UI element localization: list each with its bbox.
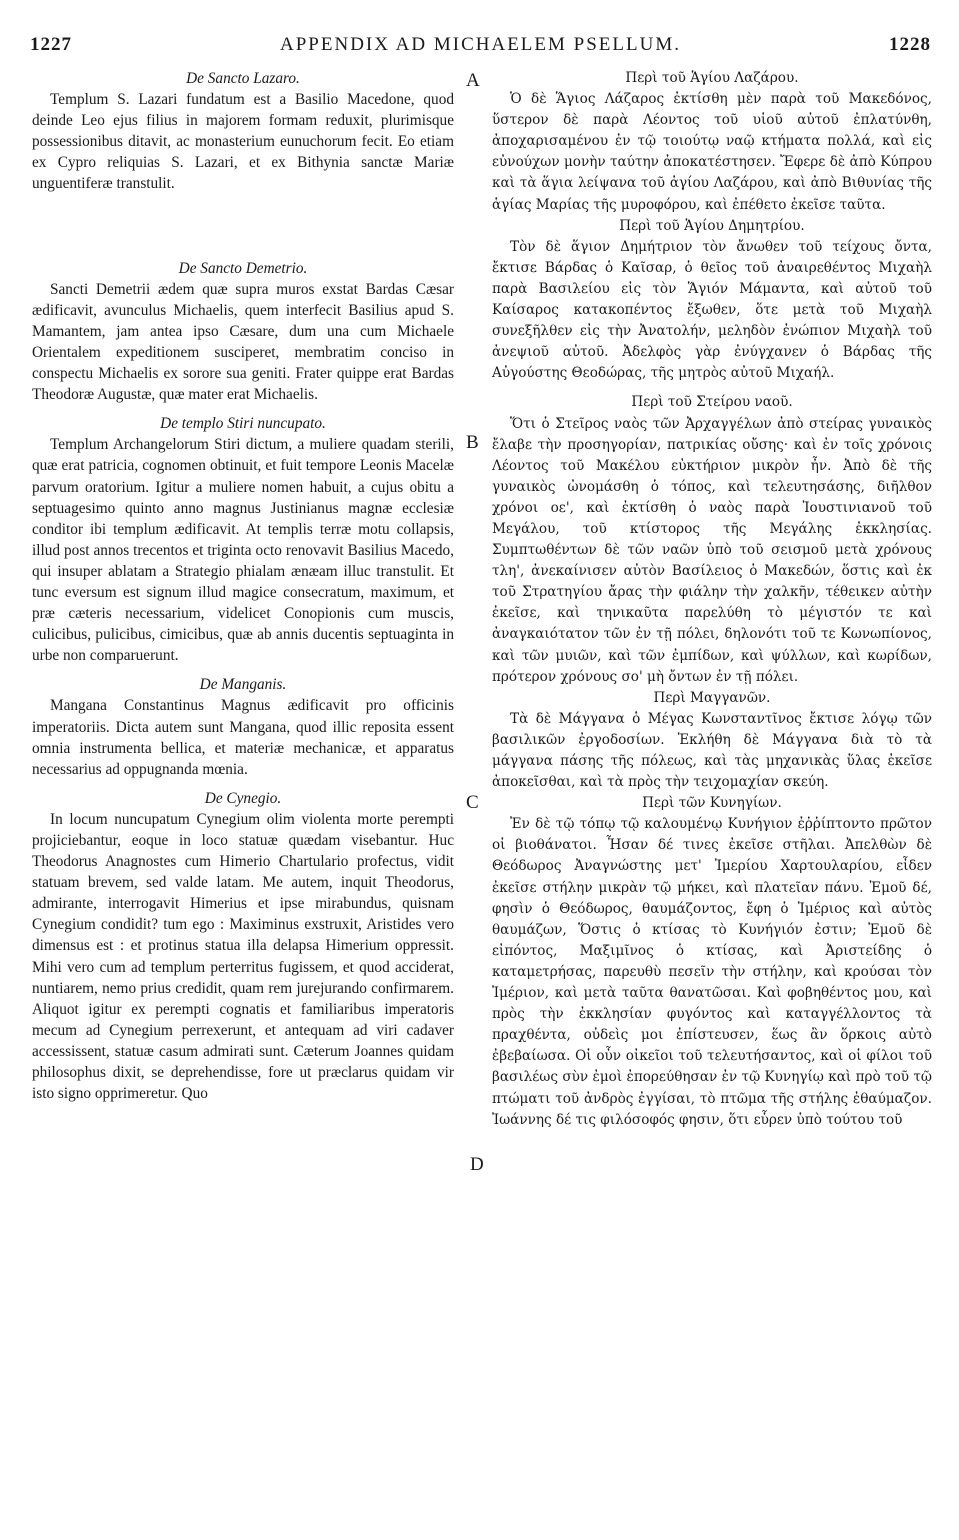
section-title: Περὶ Μαγγανῶν.	[653, 689, 771, 706]
section-title: De Cynegio.	[204, 789, 282, 807]
section-body: In locum nuncupatum Cynegium olim violenta morte perempti projiciebantur, eoque in loco statuæ quædam visebantur. Huc Theodorus Anagnostes cum Himerio Chartulario profectus, vidit statuam brevem, sed valde latam. Me autem, inquit Theodorus, admirante, interrogavit Himerius et ipse mirabundus, quisnam Cynegium condidit? tum ego : Maximinus exstruxit, Aristides vero dimensus est : et protinus statua illa delapsa Himerium oppressit. Mihi vero cum ad templum perterritus fugissem, et quod acciderat, nuntiarem, nemo prius credidit, quam rem jurejurando confirmarem. Aliquot igitur ex perempti cognatis et familiaribus imperatoris mecum ad Cynegium perrexerunt, et antequam ad viri cadaver accessissent, statuæ casum admirati sunt. Cæterum Joannes quidam philosophus dixit, se deprehendisse, fore ut præclarus quidam vir isto signo opprimeretur. Quo	[32, 810, 454, 1103]
section-body: Templum Archangelorum Stiri dictum, a muliere quadam sterili, quæ erat patricia, cognomen obtinuit, et fuit tempore Leonis Macelæ parvum oratorium. Igitur a muliere nomen habuit, a cujus obitu a septuagesimo quinto anno magnus Justinianus magnæ ecclesiæ conditor ibi templum ædificavit. At templis terræ motu collapsis, illud post annos trecentos et triginta octo renovavit Basilius Macedo, qui insuper ablatam a Strategio phialam ænæam illuc transtulit. Et tunc eversum est signum illud magice consecratum, maximum, et præ cæteris necessarium, videlicet Conopionis cum muscis, culicibus, pulicibus, cimicibus, quæ ab annis ducentis septuaginta in urbe non comparuerunt.	[32, 436, 454, 665]
header-title: APPENDIX AD MICHAELEM PSELLUM.	[280, 34, 681, 55]
section-body: Mangana Constantinus Magnus ædificavit pro officinis imperatoriis. Dicta autem sunt Mangana, quod illic reposita essent omnia instrumenta bellica, et materiæ mechanicæ, et apparatus necessarius ad oppugnanda mœnia.	[32, 697, 454, 778]
section-title: Περὶ τοῦ Ἁγίου Λαζάρου.	[625, 70, 799, 86]
section-title: De Manganis.	[199, 676, 287, 694]
section-body: Templum S. Lazari fundatum est a Basilio Macedone, quod deinde Leo ejus filius in majorem formam reduxit, plurimisque possessionibus ditavit, ac monasterium eunuchorum fecit. Eo etiam ex Cypro reliquias S. Lazari, et ex Bithynia sanctæ Mariæ unguentiferæ transtulit.	[32, 91, 454, 193]
section-body: Ἐν δὲ τῷ τόπῳ τῷ καλουμένῳ Κυνήγιον ἐῤῥίπτοντο πρῶτον οἱ βιοθάνατοι. Ἦσαν δέ τινες ἐκεῖσε στῆλαι. Ἀπελθὼν δὲ Θεόδωρος Ἀναγνώστης μετ' Ἰμερίου Χαρτουλαρίου, εἶδεν ἐκεῖσε στήλην μικρὰν τῷ μήκει, καὶ πλατεῖαν πάνυ. Ἐμοῦ δέ, φησὶν ὁ Θεόδωρος, θαυμάζοντος, ἔφη ὁ Ἰμέριος καὶ αὐτὸς θαυμάζων, Ὅστις ὁ κτίσας τὸ Κυνήγιόν ἐστιν; Ἐμοῦ δὲ εἰπόντος, Μαξιμῖνος ὁ κτίσας, καὶ Ἀριστείδης ὁ καταμετρήσας, παρευθὺ πεσεῖν τὴν στήλην, καὶ κρούσαι τὸν Ἰμέριον, καὶ μετὰ ταῦτα θανατῶσαι. Καὶ φοβηθέντος μου, καὶ πρὸς τὴν ἐκκλησίαν φυγόντος καὶ καταγγέλλοντος τὰ πραχθέντα, οὐδεὶς μοι ἐπίστευσεν, ἕως ἂν ὅρκοις αὐτὸ ἐβεβαίωσα. Οἱ οὖν οἰκεῖοι τοῦ τελευτήσαντος, καὶ οἱ φίλοι τοῦ βασιλέως σὺν ἐμοὶ ἐπορεύθησαν ἐν τῷ Κυνηγίῳ καὶ πρὸ τοῦ τῷ πτώματι τοῦ ἀνδρὸς ἐγγίσαι, τὸ πτῶμα τῆς στήλης ἐθαύμαζον. Ἰωάννης δέ τις φιλόσοφός φησιν, ὅτι εὗρεν ὑπὸ τούτου τοῦ	[492, 816, 932, 1128]
section-body: Ὅτι ὁ Στεῖρος ναὸς τῶν Ἀρχαγγέλων ἀπὸ στείρας γυναικὸς ἔλαβε τὴν προσηγορίαν, πατρικίας οὔσης· καὶ ἐν τοῖς χρόνοις Λέοντος τοῦ Μακέλου εὐκτήριον μικρὸν ἦν. Ἀπὸ δὲ τῆς γυναικὸς ὠνομάσθη ὁ τόπος, καὶ τελευτησάσης, διῆλθον χρόνοι οε', καὶ ἐκτίσθη ὁ ναὸς παρὰ Ἰουστινιανοῦ τοῦ Μεγάλου, τοῦ κτίστορος τῆς Μεγάλης ἐκκλησίας. Συμπτωθέντων δὲ τῶν ναῶν ὑπὸ τοῦ σεισμοῦ μετὰ χρόνους τλη', ἀνεκαίνισεν αὐτὸν Βασίλειος ὁ Μακεδών, ὅστις καὶ ἐκ τοῦ Στρατηγίου ἄρας τὴν φιάλην τὴν χαλκῆν, τέθεικεν αὐτὴν ἐκεῖσε, καὶ τηνικαῦτα παρελύθη τὸ μέγιστόν τε καὶ ἀναγκαιότατον τῶν ἐν τῇ πόλει, δηλονότι τοῦ τε Κωνωπίονος, καὶ τῶν μυιῶν, καὶ τῶν ἐμπίδων, καὶ ψύλλων, καὶ κωρίδων, πρότερον χρόνους σο' μὴ ὄντων ἐν τῇ πόλει.	[492, 415, 932, 685]
section-body: Τὰ δὲ Μάγγανα ὁ Μέγας Κωνσταντῖνος ἔκτισε λόγῳ τῶν βασιλικῶν ἐργοδοσίων. Ἐκλήθη δὲ Μάγγανα διὰ τὸ τὰ μάγγανα πάσης τῆς πόλεως, καὶ τὰς μηχανικὰς ὕλας ἐκεῖσε ἀποκεῖσθαι, καὶ τὰ πρὸς τὴν τειχομαχίαν σκεύη.	[492, 710, 932, 791]
section-title: Περὶ τοῦ Ἁγίου Δημητρίου.	[619, 217, 805, 234]
section-body: Sancti Demetrii ædem quæ supra muros exstat Bardas Cæsar ædificavit, avunculus Michaelis, quem interfecit Basilius apud S. Mamantem, jam antea ipso Cæsare, dum una cum Michaele Orientalem expeditionem susciperet, membratim conciso in conspectu Michaelis ex sorore sua geniti. Frater quippe erat Bardas Theodoræ Augustæ, quæ mater erat Michaelis.	[32, 280, 454, 404]
section-title: Περὶ τοῦ Στείρου ναοῦ.	[631, 394, 793, 411]
page-number-right: 1228	[889, 34, 931, 55]
section-body: Τὸν δὲ ἅγιον Δημήτριον τὸν ἄνωθεν τοῦ τείχους ὄντα, ἔκτισε Βάρδας ὁ Καῖσαρ, ὁ θεῖος τοῦ ἀναιρεθέντος Μιχαὴλ παρὰ Βασιλείου εἰς τὸν Ἅγιόν Μάμαντα, καὶ αὐτοῦ τοῦ Καίσαρος κατακοπέντος ἔξωθεν, ὅτε μετὰ τοῦ Μιχαὴλ συνεξῆλθεν εἰς τὴν Ἀνατολήν, μεληδὸν ἐνώπιον Μιχαὴλ τοῦ ἀνεψιοῦ αὐτοῦ. Ἀδελφὸς γὰρ ἐνύγχανεν ὁ Βάρδας τῆς Αὐγούστης Θεοδώρας, τῆς μητρὸς αὐτοῦ Μιχαήλ.	[492, 238, 932, 382]
margin-marker-a: A	[466, 70, 480, 91]
page-number-left: 1227	[30, 34, 72, 55]
section-title: Περὶ τῶν Κυνηγίων.	[642, 795, 782, 812]
section-title: De Sancto Demetrio.	[178, 259, 308, 277]
running-header	[30, 34, 931, 60]
greek-column	[492, 68, 932, 1131]
section-title: De Sancto Lazaro.	[186, 70, 300, 87]
margin-marker-d: D	[470, 1154, 484, 1175]
margin-marker-b: B	[466, 432, 479, 453]
margin-marker-c: C	[466, 792, 479, 813]
section-title: De templo Stiri nuncupato.	[160, 415, 326, 433]
section-body: Ὁ δὲ Ἅγιος Λάζαρος ἐκτίσθη μὲν παρὰ τοῦ Μακεδόνος, ὕστερον δὲ παρὰ Λέοντος τοῦ υἱοῦ αὐτοῦ ἐπλατύνθη, ἀποχαρισαμένου ἐν τῷ τοιούτῳ ναῷ κτήματα πολλά, καὶ εἰς εὐνούχων μονὴν ταύτην ἀποκατέστησεν. Ἔφερε δὲ ἀπὸ Κύπρου καὶ τὰ ἅγια λείψανα τοῦ ἁγίου Λαζάρου, καὶ ἀπὸ Βιθυνίας τῆς ἁγίας Μαρίας τῆς μυροφόρου, καὶ ἐπέθετο ἐκεῖσε ταῦτα.	[492, 91, 932, 213]
latin-column	[32, 68, 454, 1104]
